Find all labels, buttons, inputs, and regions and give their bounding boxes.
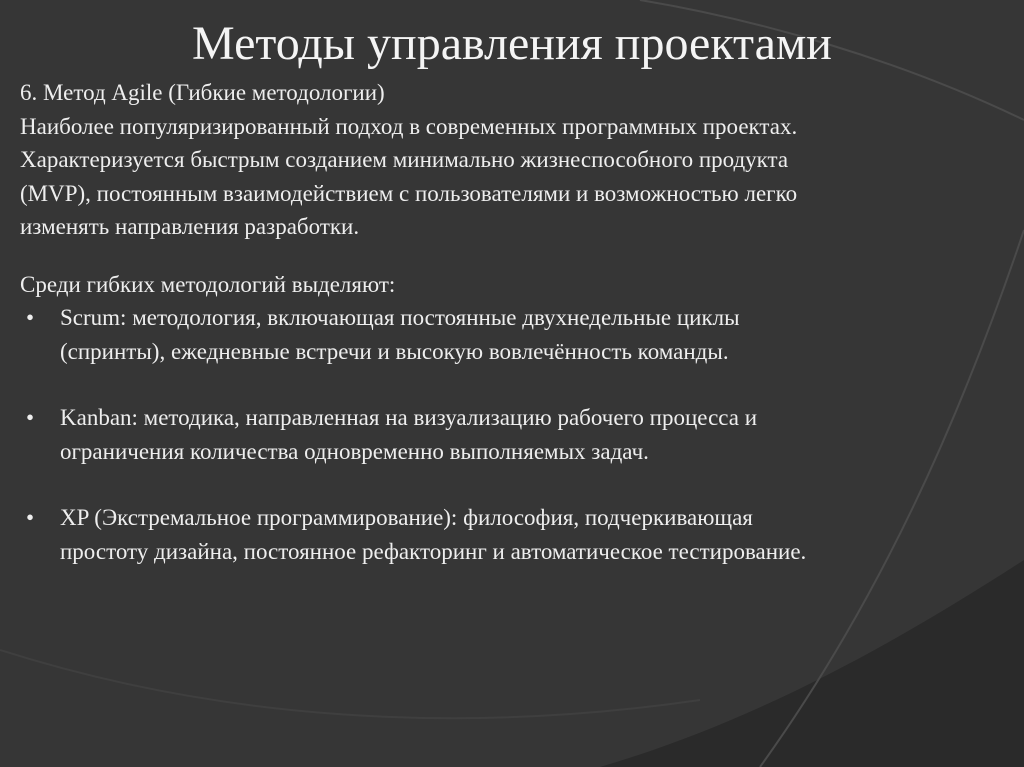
spacer — [20, 368, 1005, 401]
subtitle: 6. Метод Agile (Гибкие методологии) — [20, 80, 385, 105]
list-heading: Среди гибких методологий выделяют: — [20, 271, 396, 297]
bullet-line: Scrum: методология, включающая постоянные двухнедельные циклы — [60, 305, 740, 330]
bullet-item-kanban — [20, 401, 1005, 468]
intro-line: (MVP), постоянным взаимодействием с пользователями и возможностью легко — [20, 180, 798, 206]
intro-line: Наиболее популяризированный подход в современных программных проектах. — [20, 113, 798, 139]
spacer — [20, 468, 1005, 501]
bullet-icon: • — [26, 405, 35, 430]
bullet-item-scrum — [20, 301, 1005, 368]
spacer — [20, 244, 1005, 268]
slide-body — [20, 76, 1005, 568]
intro-line: Характеризуется быстрым созданием минимально жизнеспособного продукта — [20, 147, 789, 172]
bullet-text — [60, 401, 1005, 468]
bullet-text — [60, 501, 1005, 568]
bullet-item-xp — [20, 501, 1005, 568]
bullet-icon: • — [26, 505, 35, 530]
intro-line: изменять направления разработки. — [20, 214, 360, 239]
bullet-line: простоту дизайна, постоянное рефакторинг и автоматическое тестирование. — [60, 538, 807, 564]
bullet-line: Kanban: методика, направленная на визуализацию рабочего процесса и — [60, 405, 758, 430]
bullet-line: ограничения количества одновременно выполняемых задач. — [60, 438, 649, 464]
bullet-text — [60, 301, 1005, 368]
bullet-line: (спринты), ежедневные встречи и высокую вовлечённость команды. — [60, 338, 729, 364]
slide-title: Методы управления проектами — [192, 17, 832, 70]
bullet-line: XP (Экстремальное программирование): философия, подчеркивающая — [60, 505, 753, 530]
bullet-icon: • — [26, 305, 35, 330]
